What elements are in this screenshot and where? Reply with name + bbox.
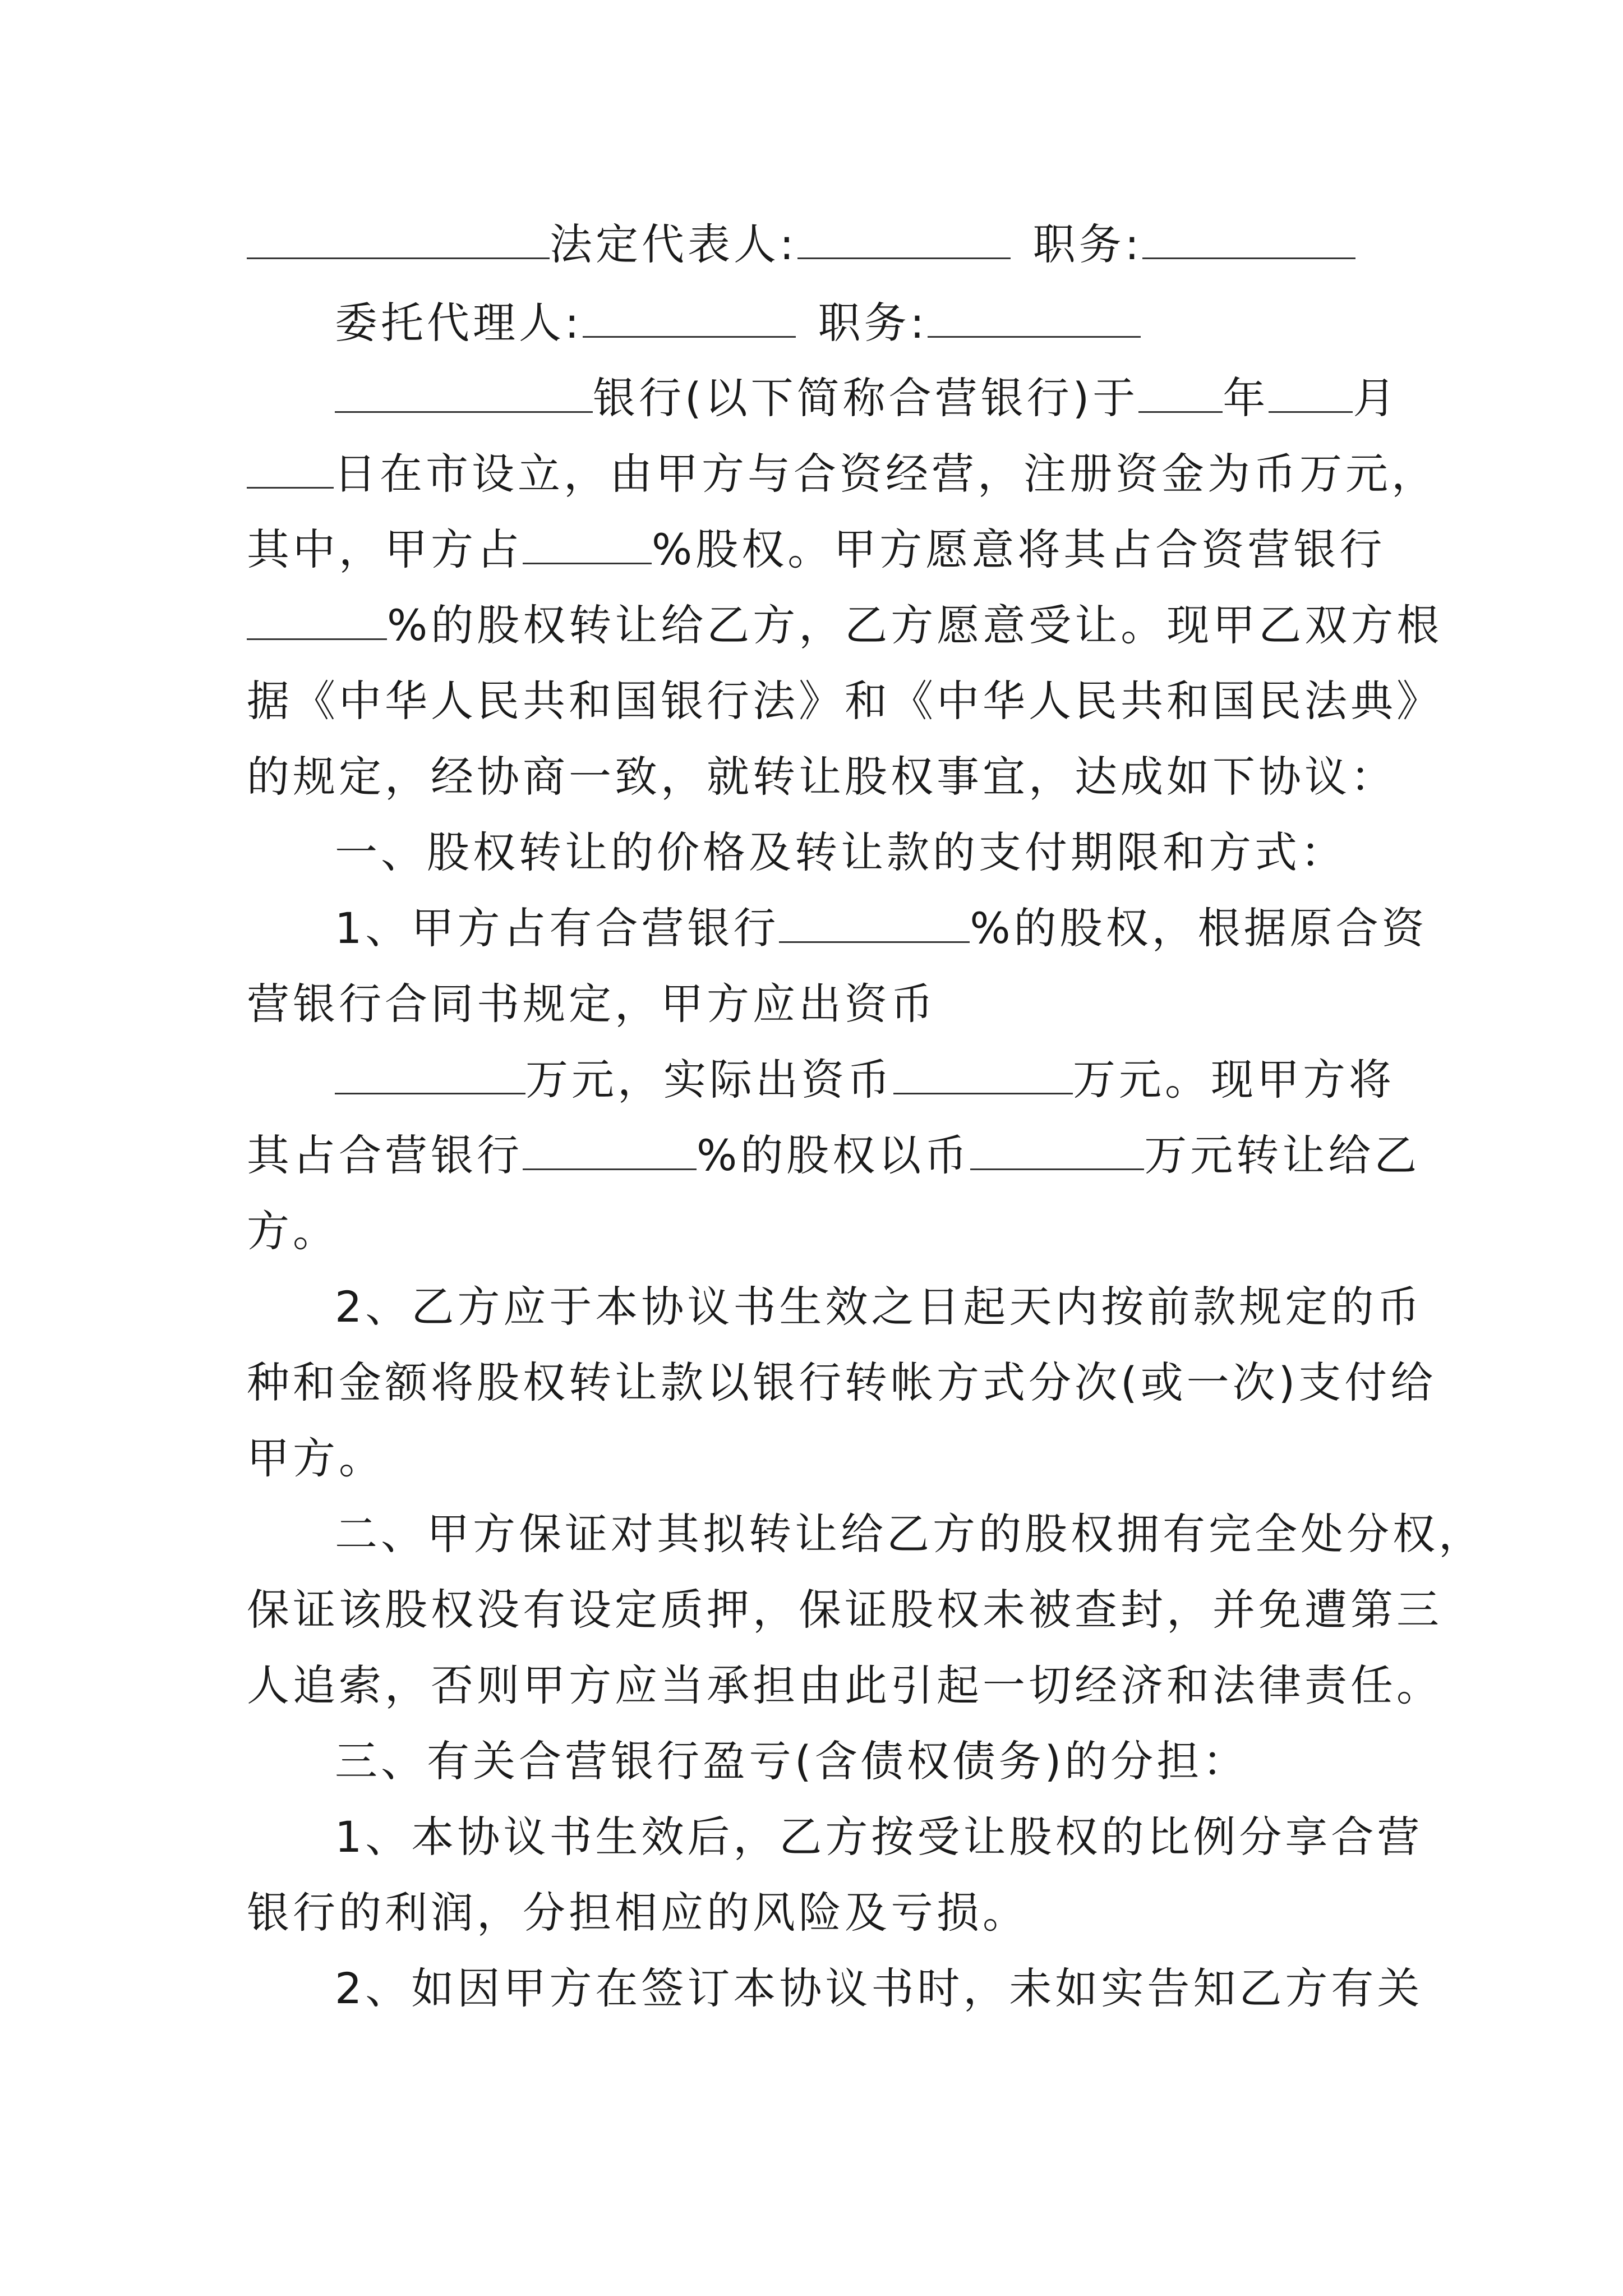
paragraph-line [247, 1355, 1437, 1411]
paragraph-line [335, 1961, 1423, 2017]
paragraph-line [247, 597, 1443, 654]
text-segment: 营银行合同书规定，甲方应出资币 [247, 979, 937, 1029]
blank-agent [583, 297, 796, 338]
text-segment: 三、有关合营银行盈亏(含债权债务)的分担： [335, 1736, 1249, 1786]
text-segment: 万元。现甲方将 [1073, 1055, 1395, 1105]
text-segment: 日在市设立，由甲方与合资经营，注册资金为币万元， [334, 449, 1437, 499]
text-segment: 2、如因甲方在签订本协议书时，未如实告知乙方有关 [335, 1963, 1423, 2013]
section-heading-1 [335, 825, 1380, 881]
text-segment: 万元，实际出资币 [525, 1055, 893, 1105]
paragraph-line [335, 900, 1428, 956]
text-segment: 方。 [247, 1206, 339, 1256]
paragraph-line [247, 673, 1442, 729]
text-segment: 其占合营银行 [247, 1130, 523, 1180]
label-position: 职务: [1032, 219, 1143, 269]
paragraph-line [247, 1203, 1380, 1259]
label-agent: 委托代理人: [335, 298, 583, 348]
signature-line-legal-rep [247, 217, 1380, 273]
signature-line-agent [335, 295, 1380, 351]
label-agent-position: 职务: [818, 298, 928, 348]
text-segment: 一、股权转让的价格及转让款的支付期限和方式： [335, 827, 1347, 877]
paragraph-line [247, 749, 1396, 805]
label-legal-rep: 法定代表人: [550, 219, 797, 269]
text-segment: 其中，甲方占 [247, 524, 523, 574]
text-segment: 银行的利润，分担相应的风险及亏损。 [247, 1888, 1029, 1938]
text-segment: 2、乙方应于本协议书生效之日起天内按前款规定的币 [335, 1282, 1423, 1332]
blank-transfer-pct-2 [523, 1129, 697, 1170]
text-segment: 二、甲方保证对其拟转让给乙方的股权拥有完全处分权， [335, 1509, 1484, 1559]
text-segment: %股权。甲方愿意将其占合资营银行 [652, 524, 1386, 574]
blank-transfer-price [970, 1129, 1144, 1170]
text-segment: %的股权以币 [697, 1130, 971, 1180]
text-segment: 1、甲方占有合营银行 [335, 903, 780, 953]
section-heading-3 [335, 1733, 1380, 1789]
paragraph-line [335, 1809, 1423, 1865]
text-segment: 年 [1223, 373, 1269, 423]
paragraph-line [335, 1052, 1395, 1108]
blank-share-pct [523, 523, 652, 564]
text-segment: 的规定，经协商一致，就转让股权事宜，达成如下协议： [247, 752, 1396, 802]
text-segment: 月 [1353, 373, 1399, 423]
blank-held-pct [779, 902, 970, 943]
paragraph-line [247, 446, 1437, 502]
blank-bank-name [335, 372, 593, 413]
text-segment: 保证该股权没有设定质押，保证股权未被查封，并免遭第三 [247, 1585, 1442, 1635]
text-segment: 银行(以下简称合营银行)于 [593, 373, 1139, 423]
section-heading-2 [335, 1506, 1484, 1562]
text-segment: 万元转让给乙 [1144, 1130, 1421, 1180]
blank-actual-amount [893, 1053, 1073, 1094]
blank-transfer-pct [247, 599, 387, 640]
paragraph-line [247, 1430, 1380, 1487]
text-segment: %的股权，根据原合资 [970, 903, 1428, 953]
text-segment: 1、本协议书生效后，乙方按受让股权的比例分享合营 [335, 1812, 1423, 1862]
blank-position [1142, 218, 1355, 259]
paragraph-line [335, 1279, 1423, 1335]
text-segment: 甲方。 [247, 1433, 385, 1483]
text-segment: 种和金额将股权转让款以银行转帐方式分次(或一次)支付给 [247, 1358, 1437, 1407]
text-segment: 人追索，否则甲方应当承担由此引起一切经济和法律责任。 [247, 1660, 1442, 1710]
paragraph-line [247, 1658, 1442, 1714]
blank-day [247, 448, 334, 489]
paragraph-line [247, 522, 1386, 578]
text-segment: 据《中华人民共和国银行法》和《中华人民共和国民法典》 [247, 676, 1442, 726]
blank-capital-amount [335, 1053, 525, 1094]
blank-year [1138, 372, 1223, 413]
blank-agent-position [928, 297, 1141, 338]
blank-month [1269, 372, 1353, 413]
paragraph-line [247, 1128, 1421, 1184]
paragraph-line [335, 370, 1399, 426]
paragraph-line [247, 1885, 1380, 1941]
paragraph-line [247, 976, 1380, 1032]
text-segment: %的股权转让给乙方，乙方愿意受让。现甲乙双方根 [387, 600, 1443, 650]
paragraph-line [247, 1582, 1442, 1638]
blank-party-name [247, 218, 550, 259]
blank-legal-rep [797, 218, 1011, 259]
